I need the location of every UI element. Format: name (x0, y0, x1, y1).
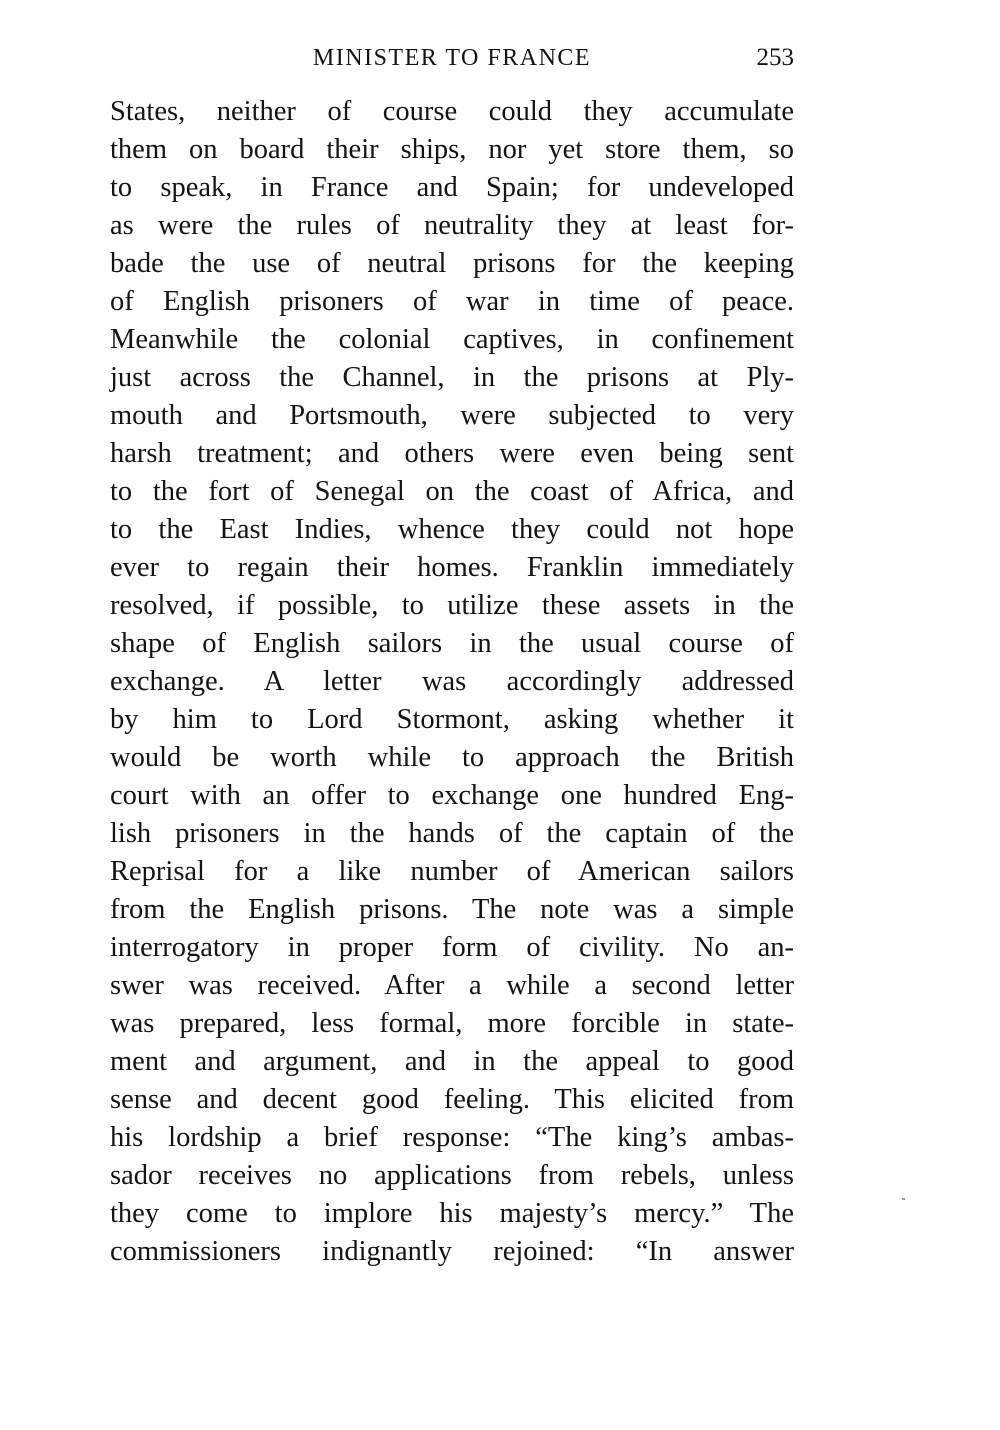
text-line: his lordship a brief response: “The king’s ambas- (110, 1122, 794, 1153)
running-title: MINISTER TO FRANCE (312, 45, 592, 71)
text-line: just across the Channel, in the prisons at Ply- (110, 362, 794, 393)
text-line: States, neither of course could they accumulate (110, 96, 794, 127)
text-line: as were the rules of neutrality they at least for- (110, 210, 794, 241)
text-line: would be worth while to approach the British (110, 742, 794, 773)
text-line: sador receives no applications from rebels, unless (110, 1160, 794, 1191)
text-line: swer was received. After a while a second letter (110, 970, 794, 1001)
text-line: mouth and Portsmouth, were subjected to very (110, 400, 794, 431)
text-line: from the English prisons. The note was a simple (110, 894, 794, 925)
text-line: by him to Lord Stormont, asking whether it (110, 704, 794, 735)
text-line: to speak, in France and Spain; for undeveloped (110, 172, 794, 203)
text-line: exchange. A letter was accordingly addressed (110, 666, 794, 697)
text-line: court with an offer to exchange one hundred Eng- (110, 780, 794, 811)
text-line: harsh treatment; and others were even being sent (110, 438, 794, 469)
text-line: to the East Indies, whence they could not hope (110, 514, 794, 545)
text-line: ment and argument, and in the appeal to good (110, 1046, 794, 1077)
scan-speck (902, 1198, 905, 1200)
text-line: interrogatory in proper form of civility. No an- (110, 932, 794, 963)
text-line: bade the use of neutral prisons for the keeping (110, 248, 794, 279)
text-line: Meanwhile the colonial captives, in confinement (110, 324, 794, 355)
text-line: resolved, if possible, to utilize these assets in the (110, 590, 794, 621)
text-line: them on board their ships, nor yet store them, so (110, 134, 794, 165)
text-line: to the fort of Senegal on the coast of Africa, and (110, 476, 794, 507)
text-line: was prepared, less formal, more forcible in state- (110, 1008, 794, 1039)
text-line: sense and decent good feeling. This elicited from (110, 1084, 794, 1115)
text-line: of English prisoners of war in time of peace. (110, 286, 794, 317)
text-line: ever to regain their homes. Franklin immediately (110, 552, 794, 583)
text-line: commissioners indignantly rejoined: “In answer (110, 1236, 794, 1267)
text-line: they come to implore his majesty’s mercy.” The (110, 1198, 794, 1229)
body-text (110, 93, 794, 1271)
text-line: lish prisoners in the hands of the captain of the (110, 818, 794, 849)
text-line: Reprisal for a like number of American sailors (110, 856, 794, 887)
page-number: 253 (756, 44, 794, 71)
running-head (110, 40, 794, 76)
text-line: shape of English sailors in the usual course of (110, 628, 794, 659)
